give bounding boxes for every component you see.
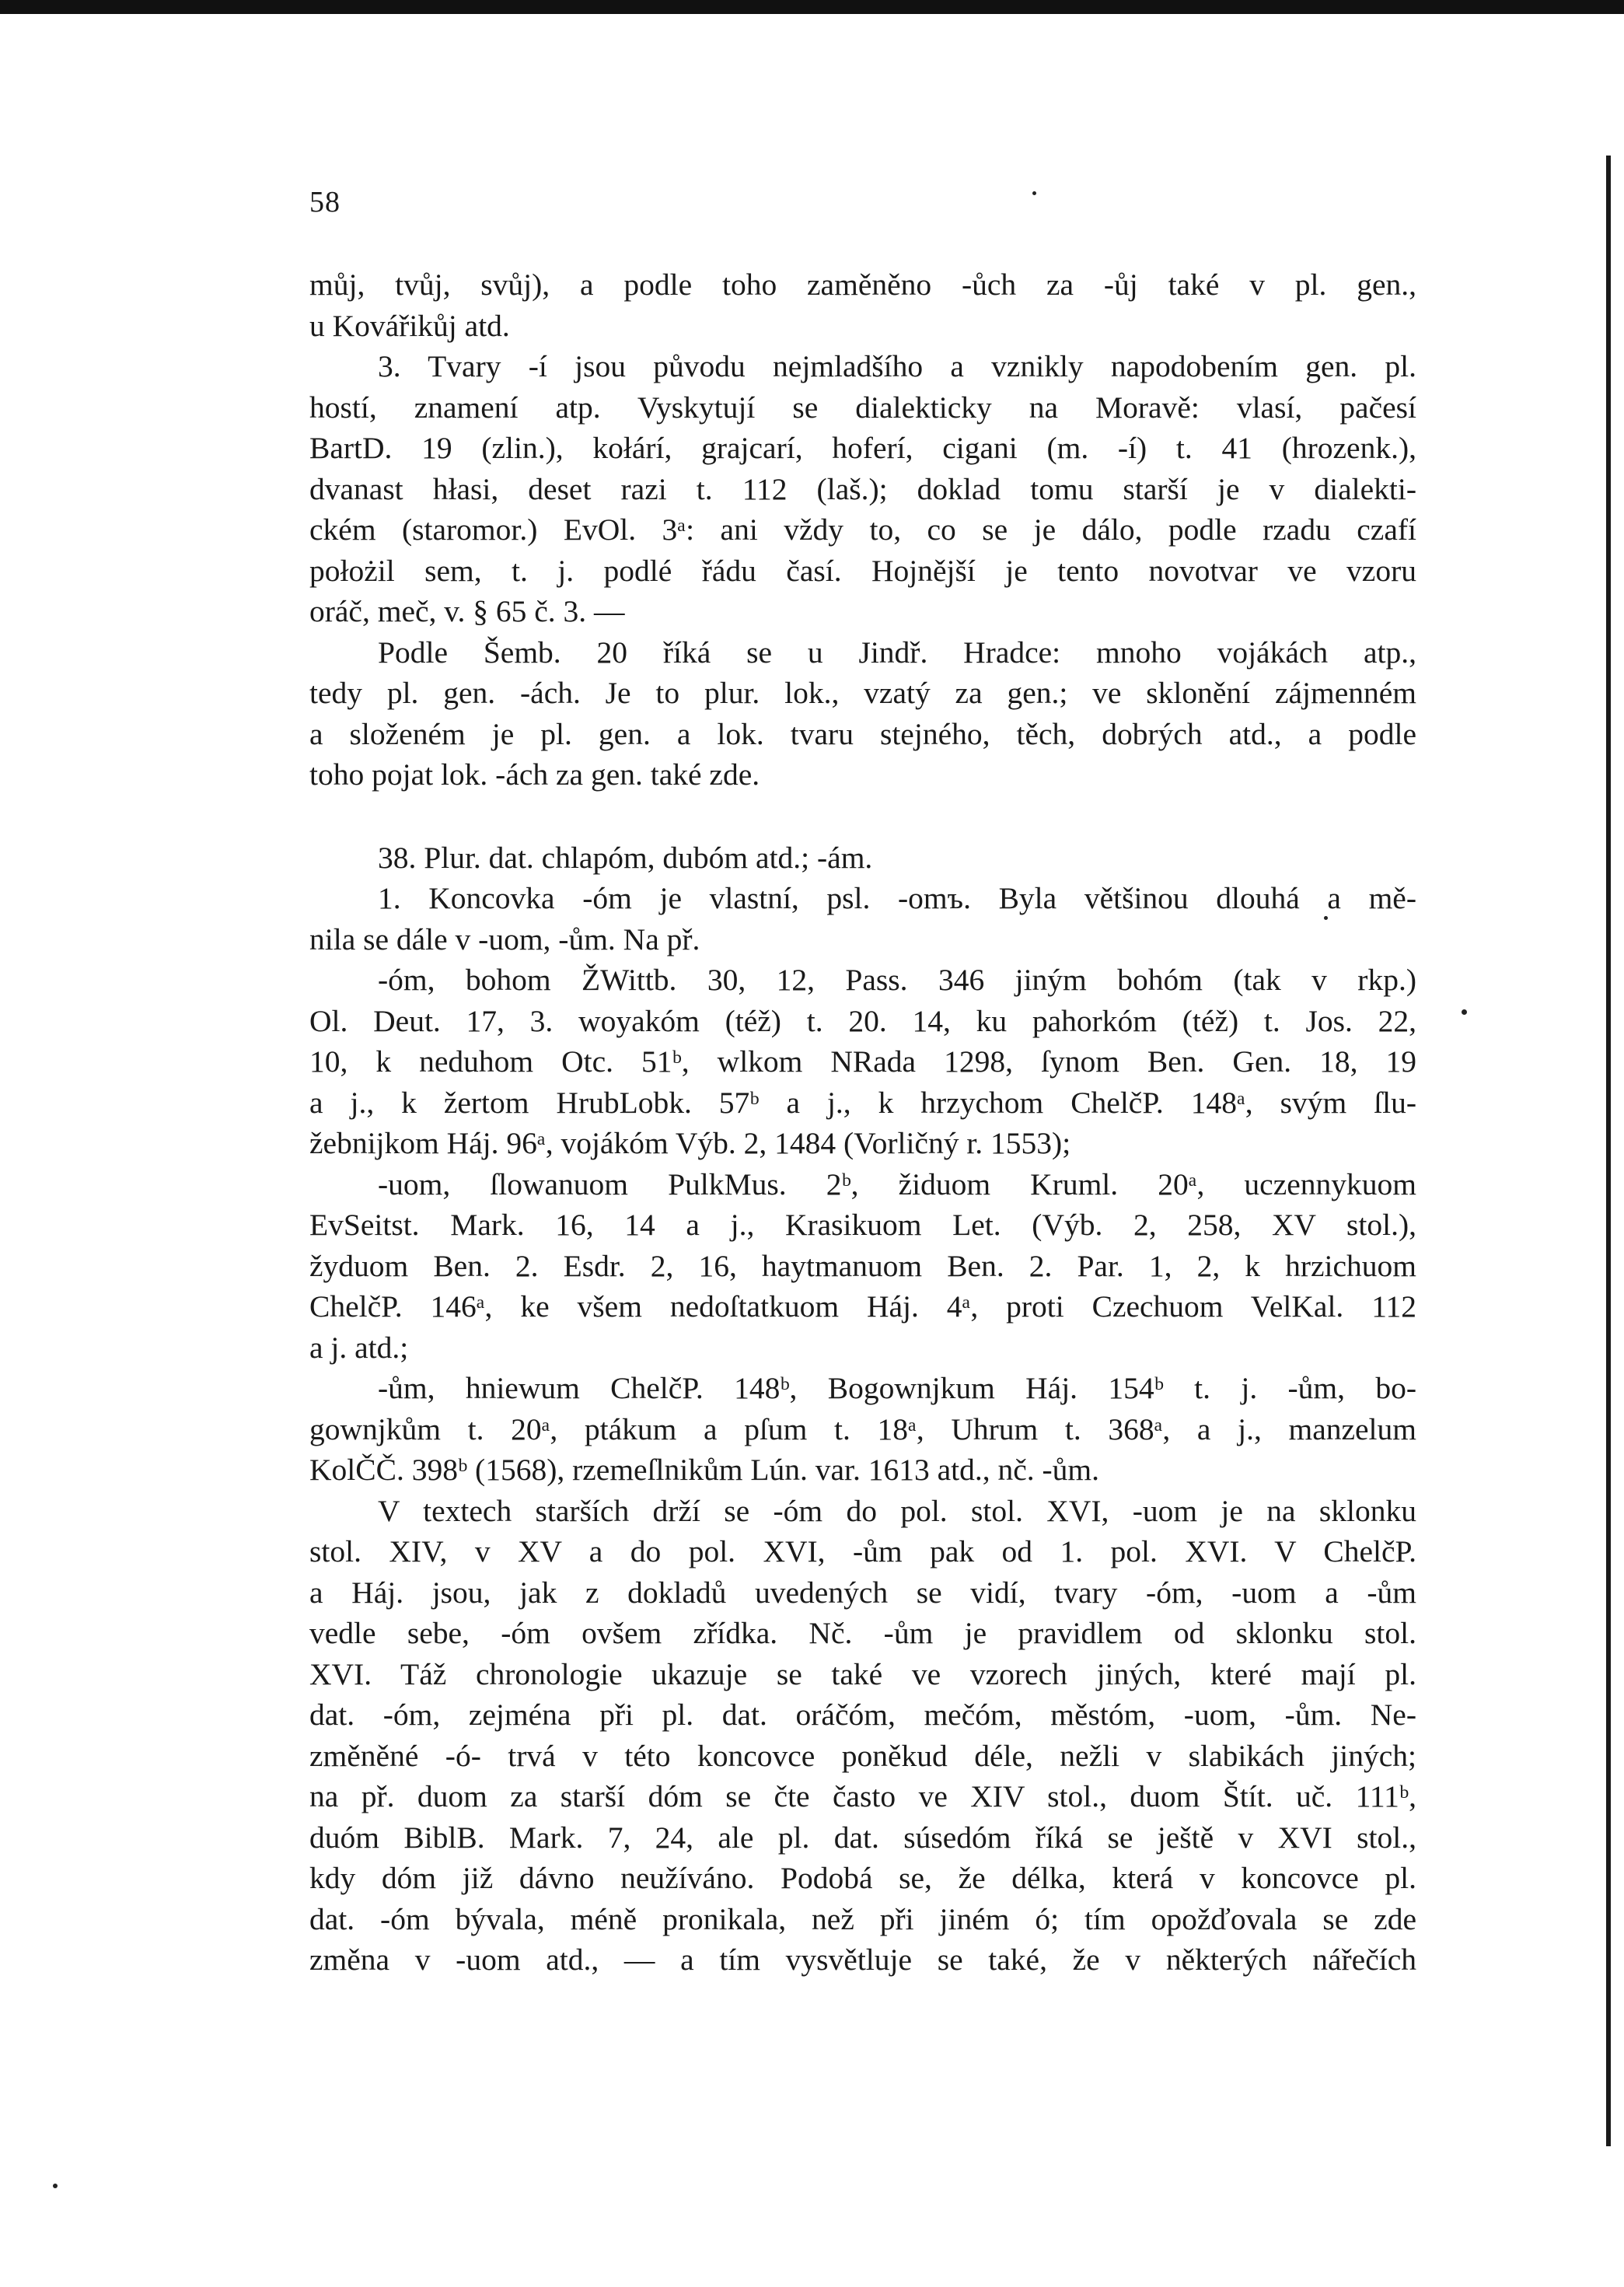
section-gap bbox=[309, 796, 1416, 838]
text-line: a složeném je pl. gen. a lok. tvaru stejného, těch, dobrých atd., a podle bbox=[309, 716, 1416, 751]
text-line: dat. -óm bývala, méně pronikala, než při jiném ó; tím opožďovala se zde bbox=[309, 1901, 1416, 1936]
text-line: kdy dóm již dávno neužíváno. Podobá se, že délka, která v koncovce pl. bbox=[309, 1861, 1416, 1895]
paragraph bbox=[309, 264, 1416, 346]
paragraph bbox=[309, 632, 1416, 796]
text-line: Ol. Deut. 17, 3. woyakóm (též) t. 20. 14, ku pahorkóm (též) t. Jos. 22, bbox=[309, 1003, 1416, 1038]
text-line: oráč, meč, v. § 65 č. 3. — bbox=[309, 594, 625, 628]
text-line: a j., k žertom HrubLobk. 57ᵇ a j., k hrzychom ChelčP. 148ᵃ, svým ſlu- bbox=[309, 1085, 1416, 1120]
paragraph bbox=[309, 1368, 1416, 1491]
scan-right-edge bbox=[1606, 156, 1611, 2146]
text-line: V textech starších drží se -óm do pol. stol. XVI, -uom je na sklonku bbox=[378, 1493, 1416, 1528]
section-heading bbox=[309, 838, 1416, 879]
text-line: dat. -óm, zejména při pl. dat. oráčóm, mečóm, městóm, -uom, -ům. Ne- bbox=[309, 1698, 1416, 1732]
text-line: XVI. Táž chronologie ukazuje se také ve vzorech jiných, které mají pl. bbox=[309, 1656, 1416, 1691]
text-line: gownjkům t. 20ᵃ, ptákum a pſum t. 18ᵃ, Uhrum t. 368ᵃ, a j., manzelum bbox=[309, 1411, 1416, 1446]
scan-speck bbox=[53, 2184, 58, 2188]
paragraph bbox=[309, 1164, 1416, 1369]
text-line: ckém (staromor.) EvOl. 3ᵃ: ani vždy to, co se je dálo, podle rzadu czafí bbox=[309, 512, 1416, 547]
text-line: 3. Tvary -í jsou původu nejmladšího a vznikly napodobením gen. pl. bbox=[378, 349, 1416, 383]
text-line: 1. Koncovka -óm je vlastní, psl. -omъ. Byla většinou dlouhá a mě- bbox=[378, 881, 1416, 915]
text-line: duóm BiblB. Mark. 7, 24, ale pl. dat. súsedóm říká se ještě v XVI stol., bbox=[309, 1820, 1416, 1855]
text-line: nila se dále v -uom, -ům. Na př. bbox=[309, 921, 700, 956]
text-line: tedy pl. gen. -ách. Je to plur. lok., vzatý za gen.; ve sklonění zájmenném bbox=[309, 676, 1416, 710]
text-line: a j. atd.; bbox=[309, 1330, 409, 1365]
page-body bbox=[309, 264, 1416, 1981]
paragraph bbox=[309, 960, 1416, 1164]
text-line: žebnijkom Háj. 96ᵃ, vojákóm Výb. 2, 1484 (Vorličný r. 1553); bbox=[309, 1126, 1071, 1160]
scan-speck bbox=[1032, 191, 1036, 195]
text-line: vedle sebe, -óm ovšem zřídka. Nč. -ům je pravidlem od sklonku stol. bbox=[309, 1616, 1416, 1650]
text-line: KolČČ. 398ᵇ (1568), rzemeſlnikům Lún. var. 1613 atd., nč. -ům. bbox=[309, 1453, 1100, 1487]
text-line: -uom, ſlowanuom PulkMus. 2ᵇ, židuom Kruml. 20ᵃ, uczennykuom bbox=[378, 1166, 1416, 1201]
text-line: toho pojat lok. -ách za gen. také zde. bbox=[309, 757, 760, 792]
text-line: 38. Plur. dat. chlapóm, dubóm atd.; -ám. bbox=[378, 840, 873, 875]
scan-speck bbox=[1462, 1009, 1467, 1015]
text-line: změněné -ó- trvá v této koncovce poněkud déle, nežli v slabikách jiných; bbox=[309, 1738, 1416, 1773]
paragraph bbox=[309, 346, 1416, 632]
text-line: změna v -uom atd., — a tím vysvětluje se také, že v některých nářečích bbox=[309, 1943, 1416, 1977]
text-line: u Kovářikůj atd. bbox=[309, 308, 510, 343]
text-line: můj, tvůj, svůj), a podle toho zaměněno -ůch za -ůj také v pl. gen., bbox=[309, 268, 1416, 302]
paragraph bbox=[309, 878, 1416, 960]
text-line: BartD. 19 (zlin.), kołárí, grajcarí, hoferí, cigani (m. -í) t. 41 (hrozenk.), bbox=[309, 431, 1416, 465]
text-line: na př. duom za starší dóm se čte často ve XIV stol., duom Štít. uč. 111ᵇ, bbox=[309, 1779, 1416, 1813]
text-line: 10, k neduhom Otc. 51ᵇ, wlkom NRada 1298, ſynom Ben. Gen. 18, 19 bbox=[309, 1044, 1416, 1079]
text-line: -óm, bohom ŽWittb. 30, 12, Pass. 346 jiným bohóm (tak v rkp.) bbox=[378, 963, 1416, 997]
text-line: dvanast hłasi, deset razi t. 112 (laš.); doklad tomu starší je v dialekti- bbox=[309, 471, 1416, 506]
text-line: ChelčP. 146ᵃ, ke všem nedoſtatkuom Háj. 4ᵃ, proti Czechuom VelKal. 112 bbox=[309, 1289, 1416, 1324]
paragraph bbox=[309, 1491, 1416, 1981]
text-line: EvSeitst. Mark. 16, 14 a j., Krasikuom Let. (Výb. 2, 258, XV stol.), bbox=[309, 1208, 1416, 1242]
text-line: žyduom Ben. 2. Esdr. 2, 16, haytmanuom Ben. 2. Par. 1, 2, k hrzichuom bbox=[309, 1248, 1416, 1283]
page-number: 58 bbox=[309, 186, 341, 219]
text-line: położil sem, t. j. podlé řádu časí. Hojnější je tento novotvar ve vzoru bbox=[309, 553, 1416, 588]
scan-top-border bbox=[0, 0, 1624, 14]
text-line: hostí, znamení atp. Vyskytují se dialekticky na Moravě: vlasí, pačesí bbox=[309, 390, 1416, 425]
text-line: Podle Šemb. 20 říká se u Jindř. Hradce: mnoho vojákách atp., bbox=[378, 635, 1416, 670]
text-line: stol. XIV, v XV a do pol. XVI, -ům pak od 1. pol. XVI. V ChelčP. bbox=[309, 1534, 1416, 1568]
text-line: -ům, hniewum ChelčP. 148ᵇ, Bogownjkum Háj. 154ᵇ t. j. -ům, bo- bbox=[378, 1371, 1416, 1405]
text-line: a Háj. jsou, jak z dokladů uvedených se vidí, tvary -óm, -uom a -ům bbox=[309, 1575, 1416, 1610]
